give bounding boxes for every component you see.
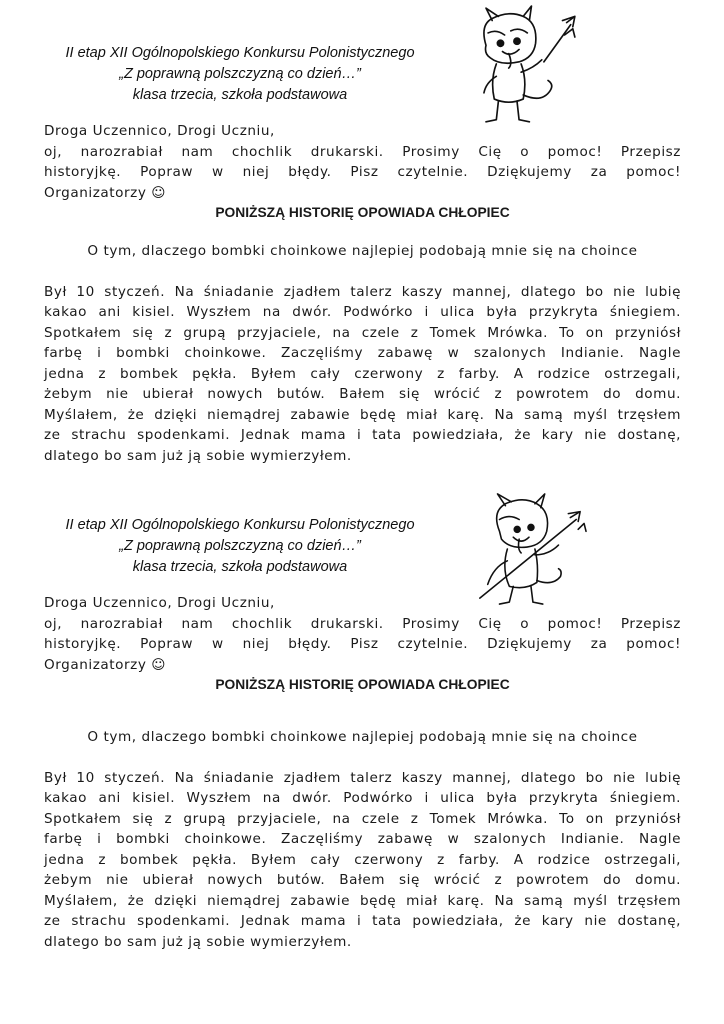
- imp-mascot-icon: [455, 4, 579, 128]
- signature: Organizatorzy ☺: [44, 656, 167, 673]
- competition-header: [40, 515, 440, 578]
- story-line: żebym nie ubierał nowych butów. Bałem się wrócić z powrotem do domu.: [44, 872, 681, 888]
- story-line: dlatego bo sam już ją sobie wymierzyłem.: [44, 447, 352, 464]
- story-title: O tym, dlaczego bombki choinkowe najlepiej podobają mnie się na choince: [87, 729, 638, 745]
- greeting: Droga Uczennico, Drogi Uczniu,: [44, 123, 275, 139]
- story-line: Był 10 styczeń. Na śniadanie zjadłem talerz kaszy mannej, dlatego bo nie lubię: [44, 769, 681, 786]
- header-line: klasa trzecia, szkoła podstawowa: [132, 559, 348, 575]
- letter-body: [44, 593, 681, 952]
- competition-header: [40, 43, 440, 106]
- story-line: Myślałem, że dzięki niemądrej zabawie będę miał karę. Na samą myśl trzęsłem: [44, 892, 681, 909]
- section-heading: PONIŻSZĄ HISTORIĘ OPOWIADA CHŁOPIEC: [215, 205, 510, 220]
- story-line: farbę i bombki choinkowe. Zaczęliśmy zabawę w szalonych Indianie. Nagle: [44, 831, 681, 847]
- story-line: dlatego bo sam już ją sobie wymierzyłem.: [44, 933, 352, 950]
- story-line: ze strachu spodenkami. Jednak mama i tata powiedziała, że kary nie dostanę,: [44, 913, 681, 929]
- intro-line: historyjkę. Popraw w niej błędy. Pisz czytelnie. Dziękujemy za pomoc!: [44, 636, 681, 652]
- signature: Organizatorzy ☺: [44, 184, 167, 201]
- header-line: „Z poprawną polszczyzną co dzień…”: [119, 538, 361, 554]
- story-line: Myślałem, że dzięki niemądrej zabawie będę miał karę. Na samą myśl trzęsłem: [44, 406, 681, 423]
- imp-mascot-icon: [465, 490, 593, 608]
- header-line: „Z poprawną polszczyzną co dzień…”: [119, 66, 361, 82]
- header-line: II etap XII Ogólnopolskiego Konkursu Polonistycznego: [65, 45, 415, 61]
- story-line: kakao ani kisiel. Wyszłem na dwór. Podwórko i ulica była przykryta śniegiem.: [44, 304, 681, 320]
- story-text: [44, 282, 681, 467]
- section-heading: PONIŻSZĄ HISTORIĘ OPOWIADA CHŁOPIEC: [215, 677, 510, 692]
- story-line: Był 10 styczeń. Na śniadanie zjadłem talerz kaszy mannej, dlatego bo nie lubię: [44, 283, 681, 300]
- story-text: [44, 768, 681, 953]
- story-line: ze strachu spodenkami. Jednak mama i tata powiedziała, że kary nie dostanę,: [44, 427, 681, 443]
- story-title: O tym, dlaczego bombki choinkowe najlepiej podobają mnie się na choince: [87, 243, 638, 259]
- letter-body: [44, 121, 681, 466]
- story-line: jedna z bombek pękła. Byłem cały czerwony z farby. A rodzice ostrzegali,: [44, 851, 681, 868]
- story-line: kakao ani kisiel. Wyszłem na dwór. Podwórko i ulica była przykryta śniegiem.: [44, 790, 681, 806]
- story-line: Spotkałem się z grupą przyjaciele, na czele z Tomek Mrówka. To on przyniósł: [44, 810, 681, 827]
- worksheet-1: [0, 0, 724, 495]
- intro-line: historyjkę. Popraw w niej błędy. Pisz czytelnie. Dziękujemy za pomoc!: [44, 164, 681, 180]
- intro-line: oj, narozrabiał nam chochlik drukarski. Prosimy Cię o pomoc! Przepisz: [44, 615, 681, 632]
- story-line: Spotkałem się z grupą przyjaciele, na czele z Tomek Mrówka. To on przyniósł: [44, 324, 681, 341]
- intro-line: oj, narozrabiał nam chochlik drukarski. Prosimy Cię o pomoc! Przepisz: [44, 143, 681, 160]
- story-line: jedna z bombek pękła. Byłem cały czerwony z farby. A rodzice ostrzegali,: [44, 365, 681, 382]
- worksheet-2: [0, 493, 724, 988]
- header-line: klasa trzecia, szkoła podstawowa: [132, 87, 348, 103]
- header-line: II etap XII Ogólnopolskiego Konkursu Polonistycznego: [65, 517, 415, 533]
- story-line: żebym nie ubierał nowych butów. Bałem się wrócić z powrotem do domu.: [44, 386, 681, 402]
- greeting: Droga Uczennico, Drogi Uczniu,: [44, 595, 275, 611]
- story-line: farbę i bombki choinkowe. Zaczęliśmy zabawę w szalonych Indianie. Nagle: [44, 345, 681, 361]
